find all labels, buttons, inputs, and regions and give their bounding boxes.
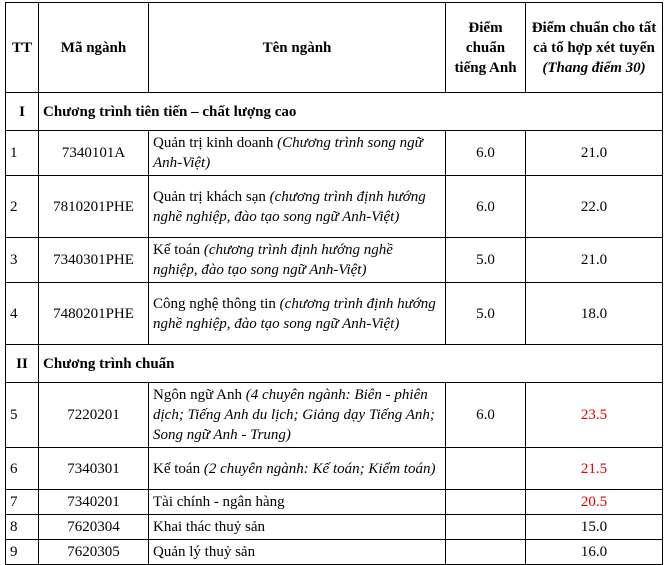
row-code: 7480201PHE [39,283,149,345]
row-english-score [446,490,526,515]
row-note: (chương trình định hướng nghề nghiệp, đào tạo song ngữ Anh-Việt) [153,188,426,225]
table-row [6,490,663,515]
row-score: 16.0 [526,540,663,565]
row-name-cell [149,515,446,540]
header-diem-chuan [526,3,663,93]
row-code: 7220201 [39,383,149,448]
row-note: (chương trình định hướng nghề nghiệp, đào tạo song ngữ Anh-Việt) [153,295,436,332]
row-name-cell [149,383,446,448]
row-name: Tài chính - ngân hàng [153,494,285,510]
row-tt: 4 [6,283,39,345]
row-name: Ngôn ngữ Anh [153,387,246,403]
section-title: Chương trình chuẩn [39,345,663,383]
row-name: Khai thác thuỷ sản [153,519,266,535]
row-name: Kế toán [153,460,204,477]
row-score: 20.5 [526,490,663,515]
row-code: 7620305 [39,540,149,565]
row-note: (2 chuyên ngành: Kế toán; Kiểm toán) [203,460,436,477]
table-row [6,515,663,540]
table-row [6,448,663,490]
row-note: (4 chuyên ngành: Biên - phiên dịch; Tiếng Anh du lịch; Giảng dạy Tiếng Anh; Song ngữ Anh - Trung) [153,387,435,443]
row-tt: 2 [6,176,39,238]
row-score: 22.0 [526,176,663,238]
row-tt: 5 [6,383,39,448]
header-tt: TT [6,3,39,93]
header-diem-anh: Điểm chuẩn tiếng Anh [446,3,526,93]
row-score: 15.0 [526,515,663,540]
section-row [6,345,663,383]
row-name-cell [149,490,446,515]
row-english-score: 5.0 [446,238,526,283]
section-numeral: II [6,345,39,383]
row-tt: 7 [6,490,39,515]
row-name: Quản lý thuỷ sản [153,544,256,560]
header-diem-chuan-note: (Thang điểm 30) [542,59,646,76]
table-row [6,283,663,345]
header-ma-nganh: Mã ngành [39,3,149,93]
header-ten-nganh: Tên ngành [149,3,446,93]
row-tt: 9 [6,540,39,565]
row-tt: 1 [6,131,39,176]
row-tt: 8 [6,515,39,540]
row-name-cell [149,238,446,283]
row-name: Quản trị kinh doanh [153,135,278,151]
row-english-score: 5.0 [446,283,526,345]
row-code: 7340101A [39,131,149,176]
section-numeral: I [6,93,39,131]
row-score: 21.5 [526,448,663,490]
row-code: 7340301PHE [39,238,149,283]
row-name-cell [149,540,446,565]
row-english-score: 6.0 [446,383,526,448]
table-row [6,383,663,448]
section-title: Chương trình tiên tiến – chất lượng cao [39,93,663,131]
row-code: 7620304 [39,515,149,540]
row-code: 7340301 [39,448,149,490]
row-english-score [446,448,526,490]
table-row [6,176,663,238]
row-score: 18.0 [526,283,663,345]
row-tt: 6 [6,448,39,490]
row-name-cell [149,176,446,238]
row-english-score: 6.0 [446,131,526,176]
row-english-score: 6.0 [446,176,526,238]
row-name-cell [149,131,446,176]
admission-scores-table [5,2,663,565]
table-row [6,131,663,176]
table-row [6,540,663,565]
row-code: 7810201PHE [39,176,149,238]
row-code: 7340201 [39,490,149,515]
row-name: Công nghệ thông tin [153,295,280,312]
header-row [6,3,663,93]
row-name-cell [149,448,446,490]
row-name-cell [149,283,446,345]
row-tt: 3 [6,238,39,283]
row-name: Quản trị khách sạn [153,188,270,205]
row-english-score [446,540,526,565]
row-note: (Chương trình song ngữ Anh-Việt) [153,135,423,171]
table-row [6,238,663,283]
row-score: 23.5 [526,383,663,448]
row-note: (chương trình định hướng nghề nghiệp, đào tạo song ngữ Anh-Việt) [153,242,393,278]
section-row [6,93,663,131]
row-score: 21.0 [526,131,663,176]
row-name: Kế toán [153,242,204,258]
row-score: 21.0 [526,238,663,283]
row-english-score [446,515,526,540]
header-diem-chuan-label: Điểm chuẩn cho tất cả tổ hợp xét tuyển [531,19,657,56]
